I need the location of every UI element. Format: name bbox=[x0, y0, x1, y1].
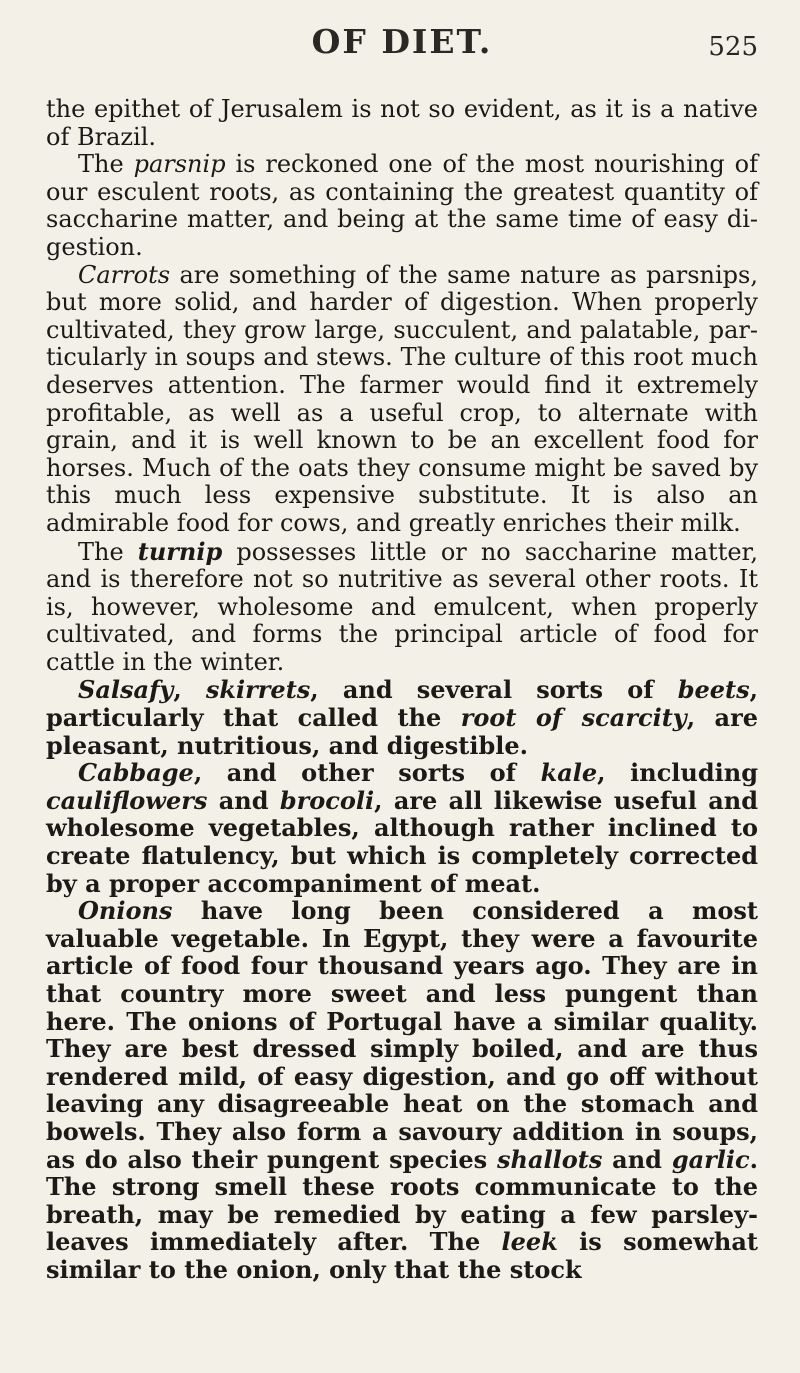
paragraph-salsafy bbox=[46, 676, 758, 759]
term-carrots: Carrots bbox=[78, 260, 171, 289]
paragraph-text: , including bbox=[597, 758, 758, 788]
paragraph-text: The bbox=[78, 537, 138, 566]
term-garlic: garlic bbox=[671, 1144, 750, 1174]
term-beets: beets bbox=[677, 675, 750, 705]
paragraph-text: The bbox=[78, 150, 134, 179]
paragraph-text: and bbox=[602, 1144, 672, 1174]
paragraph-text: , and other sorts of bbox=[193, 758, 541, 788]
paragraph-text: , particularly that called the bbox=[46, 675, 758, 733]
paragraph-onions bbox=[46, 897, 758, 1283]
paragraph-text: , and several sorts of bbox=[310, 675, 678, 705]
paragraph-text: , bbox=[173, 675, 206, 705]
paragraph-text: and bbox=[207, 785, 280, 815]
term-brocoli: brocoli bbox=[279, 785, 375, 815]
term-cauliflowers: cauliflowers bbox=[46, 785, 208, 815]
paragraph-text: is somewhat similar to the onion, only that the stock bbox=[46, 1227, 758, 1284]
page-number: 525 bbox=[708, 32, 758, 62]
paragraph-parsnip bbox=[46, 151, 758, 261]
paragraph-text: the epithet of Jerusalem is not so evident, as it is a native of Brazil. bbox=[46, 95, 758, 151]
running-title: OF DIET. bbox=[311, 22, 493, 61]
term-leek: leek bbox=[501, 1227, 558, 1257]
body-text bbox=[46, 96, 758, 1284]
term-kale: kale bbox=[540, 758, 598, 788]
term-onions: Onions bbox=[78, 896, 173, 926]
term-salsafy: Salsafy bbox=[78, 675, 174, 705]
paragraph-carrots bbox=[46, 262, 758, 538]
term-shallots: shallots bbox=[496, 1144, 603, 1174]
term-root-of-scarcity: root of scarcity bbox=[460, 703, 687, 733]
paragraph-cabbage bbox=[46, 759, 758, 897]
paragraph-jerusalem-artichoke bbox=[46, 96, 758, 151]
paragraph-text: , are pleasant, nutritious, and digestible. bbox=[46, 703, 758, 760]
term-cabbage: Cabbage bbox=[78, 758, 194, 788]
term-turnip: turnip bbox=[137, 536, 223, 566]
term-parsnip: parsnip bbox=[133, 150, 226, 179]
paragraph-turnip bbox=[46, 538, 758, 677]
term-skirrets: skirrets bbox=[205, 675, 311, 705]
paragraph-text: , are all likewise useful and wholesome vegetables, although rather inclined to create flatulency, but which is completely corrected by a proper accompaniment of meat. bbox=[46, 785, 758, 898]
running-head bbox=[46, 0, 758, 96]
paragraph-text: possesses little or no saccharine matter, and is therefore not so nutritive as several other roots. It is, however, wholesome and emulcent, when properly cultivated, and forms the principal article of food for cattle in the winter. bbox=[46, 537, 759, 676]
paragraph-text: have long been considered a most valuable vegetable. In Egypt, they were a favourite article of food four thousand years ago. They are in that country more sweet and less pungent than here. The onions of Portugal have a similar quality. They are best dressed simply boiled, and are thus rendered mild, of easy digestion, and go off without leaving any disagreeable heat on the stomach and bowels. They also form a savoury addition in soups, as do also their pungent species bbox=[46, 896, 758, 1174]
paragraph-text: . The strong smell these roots communicate to the breath, may be remedied by eating a few parsley-leaves immediately after. The bbox=[46, 1144, 758, 1257]
paragraph-text: are something of the same nature as parsnips, but more solid, and harder of digestion. When properly cultivated, they grow large, succulent, and palatable, particularly in soups and stews. The culture of this root much deserves attention. The farmer would find it extremely profitable, as well as a useful crop, to alternate with grain, and it is well known to be an excellent food for horses. Much of the oats they consume might be saved by this much less expensive substitute. It is also an admirable food for cows, and greatly enriches their milk. bbox=[46, 260, 758, 537]
paragraph-text: is reckoned one of the most nourishing of our esculent roots, as containing the greatest quantity of saccharine matter, and being at the same time of easy digestion. bbox=[46, 150, 759, 261]
